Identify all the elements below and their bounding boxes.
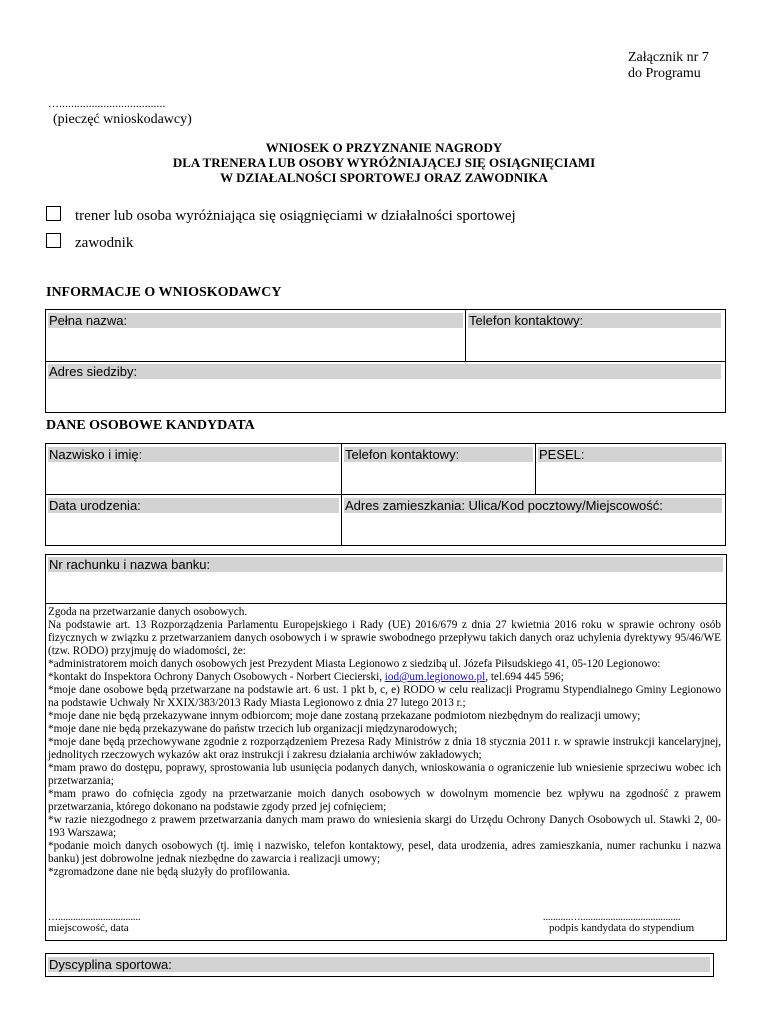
- title-line-1: WNIOSEK O PRZYZNANIE NAGRODY: [265, 140, 503, 155]
- place-date-dots[interactable]: ….................................: [48, 912, 141, 923]
- full-name-label: Pełna nazwa:: [48, 313, 463, 328]
- consent-item: *moje dane osobowe będą przetwarzane na podstawie art. 6 ust. 1 pkt b, c, e) RODO w celu realizacji Programu Stypendialnego Gminy Legionowo na podstawie Uchwały Nr XXIX/383/2013 Rady Miasta Legionowo z dnia 27 lutego 2013 r.;: [48, 684, 721, 709]
- stamp-label: (pieczęć wnioskodawcy): [53, 112, 192, 127]
- trainer-checkbox-label: trener lub osoba wyróżniająca się osiągnięciami w działalności sportowej: [75, 208, 516, 224]
- consent-item: *zgromadzone dane nie będą służyły do profilowania.: [48, 866, 291, 878]
- discipline-cell[interactable]: [45, 953, 714, 977]
- annex-line-1: Załącznik nr 7: [628, 50, 709, 65]
- consent-item: *podanie moich danych osobowych (tj. imię i nazwisko, telefon kontaktowy, pesel, data urodzenia, adres zamieszkania, numer rachunku i nazwa banku) jest dobrowolne jednak niezbędne do zawarcia i realizacji umowy;: [48, 840, 721, 865]
- candidate-table: [45, 443, 726, 546]
- athlete-checkbox[interactable]: [46, 233, 61, 248]
- form-title: [0, 140, 768, 185]
- title-line-3: W DZIAŁALNOŚCI SPORTOWEJ ORAZ ZAWODNIKA: [220, 170, 548, 185]
- applicant-phone-cell[interactable]: [466, 310, 725, 362]
- consent-item: *mam prawo do cofnięcia zgody na przetwarzanie moich danych osobowych w dowolnym momencie bez wpływu na zgodność z prawem przetwarzania, którego dokonano na podstawie zgody przed jej cofnięciem;: [48, 788, 721, 813]
- candidate-name-cell[interactable]: [46, 444, 342, 495]
- applicant-phone-label: Telefon kontaktowy:: [468, 313, 721, 328]
- contact-text: *kontakt do Inspektora Ochrony Danych Osobowych - Norbert Ciecierski,: [48, 671, 385, 683]
- signature-label: podpis kandydata do stypendium: [549, 922, 695, 934]
- consent-text: [48, 606, 721, 879]
- pesel-cell[interactable]: [536, 444, 725, 495]
- consent-item: *w razie niezgodnego z prawem przetwarzania danych mam prawo do wniesienia skargi do Urzędu Ochrony Danych Osobowych ul. Stawki 2, 00-193 Warszawa;: [48, 814, 721, 839]
- checkbox-row-trainer[interactable]: [46, 208, 516, 225]
- candidate-heading: DANE OSOBOWE KANDYDATA: [46, 418, 255, 433]
- consent-title: Zgoda na przetwarzanie danych osobowych.: [48, 606, 248, 618]
- candidate-name-label: Nazwisko i imię:: [48, 447, 339, 462]
- full-name-cell[interactable]: [46, 310, 466, 362]
- annex-line-2: do Programu: [628, 66, 701, 81]
- bank-account-cell[interactable]: [46, 555, 726, 604]
- consent-item: *moje dane będą przechowywane zgodnie z rozporządzeniem Prezesa Rady Ministrów z dnia 18 stycznia 2011 r. w sprawie instrukcji kancelaryjnej, jednolitych rzeczowych wykazów akt oraz instrukcji i zakresu działania archiwów zakładowych;: [48, 736, 721, 761]
- consent-item: *moje dane nie będą przekazywane innym odbiorcom; moje dane zostaną przekazane podmiotom niezbędnym do realizacji umowy;: [48, 710, 641, 722]
- annex-note: [628, 50, 709, 82]
- title-line-2: DLA TRENERA LUB OSOBY WYRÓŻNIAJĄCEJ SIĘ OSIĄGNIĘCIAMI: [172, 155, 596, 170]
- consent-item: *administratorem moich danych osobowych jest Prezydent Miasta Legionowo z siedzibą ul. Józefa Piłsudskiego 41, 05-120 Legionowo:: [48, 658, 661, 670]
- applicant-heading: INFORMACJE O WNIOSKODAWCY: [46, 285, 282, 300]
- signature-dots[interactable]: ...........…........................................: [543, 912, 681, 923]
- pesel-label: PESEL:: [538, 447, 722, 462]
- birth-date-label: Data urodzenia:: [48, 498, 339, 513]
- contact-phone: , tel.694 445 596;: [485, 671, 564, 683]
- applicant-address-label: Adres siedziby:: [48, 364, 721, 379]
- consent-item-contact: [48, 671, 721, 684]
- discipline-label: Dyscyplina sportowa:: [48, 957, 710, 972]
- applicant-table: [45, 309, 726, 413]
- stamp-dots: …....................................: [48, 98, 166, 110]
- consent-paragraph: Na podstawie art. 13 Rozporządzenia Parlamentu Europejskiego i Rady (UE) 2016/679 z dnia 27 kwietnia 2016 roku w sprawie ochrony osób fizycznych w związku z przetwarzaniem danych osobowych i w sprawie swobodnego przepływu takich danych oraz uchylenia dyrektywy 95/46/WE (tzw. RODO) przyjmuję do wiadomości, że:: [48, 619, 721, 657]
- iod-email-link[interactable]: iod@um.legionowo.pl: [384, 671, 486, 683]
- athlete-checkbox-label: zawodnik: [75, 235, 134, 251]
- birth-date-cell[interactable]: [46, 495, 342, 545]
- candidate-phone-label: Telefon kontaktowy:: [344, 447, 533, 462]
- candidate-address-label: Adres zamieszkania: Ulica/Kod pocztowy/Miejscowość:: [344, 498, 722, 513]
- place-date-label: miejscowość, data: [48, 922, 129, 934]
- bank-account-label: Nr rachunku i nazwa banku:: [48, 557, 723, 572]
- trainer-checkbox[interactable]: [46, 206, 61, 221]
- candidate-phone-cell[interactable]: [342, 444, 536, 495]
- checkbox-row-athlete[interactable]: [46, 235, 133, 252]
- consent-item: *moje dane nie będą przekazywane do państw trzecich lub organizacji międzynarodowych;: [48, 723, 458, 735]
- candidate-address-cell[interactable]: [342, 495, 725, 545]
- applicant-address-cell[interactable]: [46, 362, 725, 412]
- consent-item: *mam prawo do dostępu, poprawy, sprostowania lub usunięcia podanych danych, wnioskowania o ograniczenie lub wniesienie sprzeciwu wobec ich przetwarzania;: [48, 762, 721, 787]
